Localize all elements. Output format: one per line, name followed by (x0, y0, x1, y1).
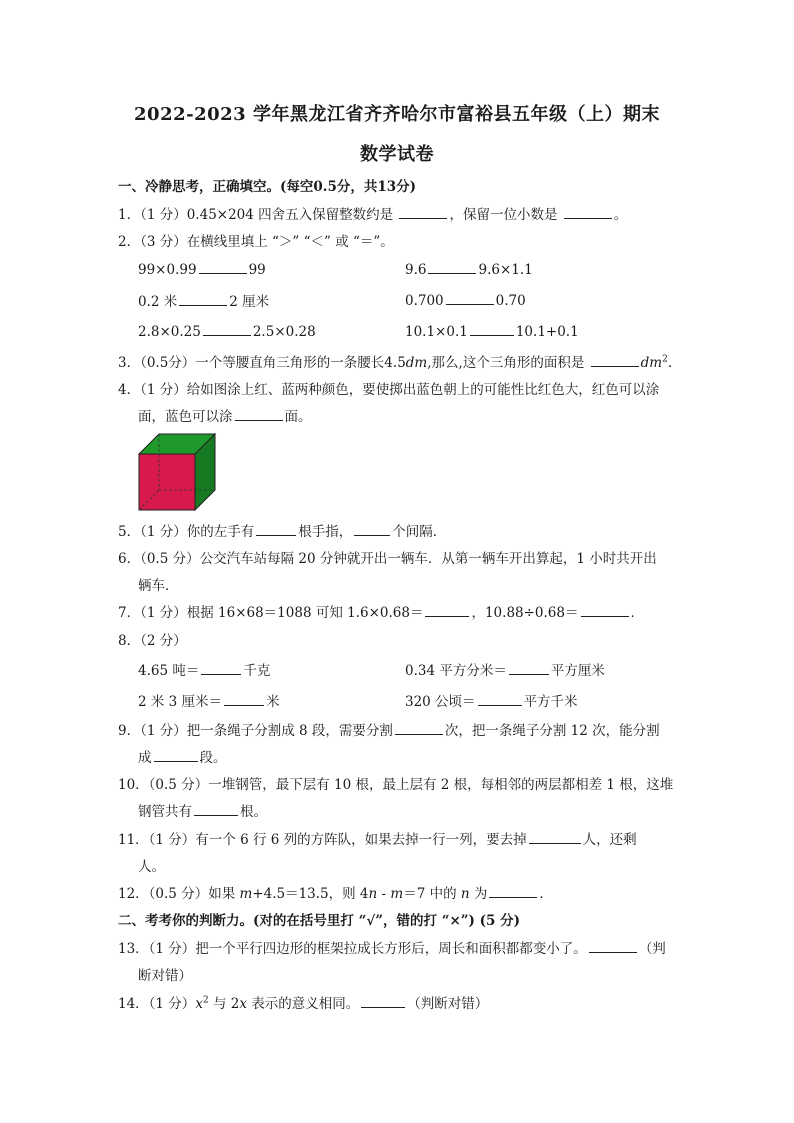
answer-blank[interactable] (581, 602, 629, 617)
q8-convert-1-left: 4.65 吨＝ 千克 (138, 659, 270, 679)
question-9-line2: 成 段。 (138, 746, 227, 766)
answer-blank[interactable] (428, 259, 476, 274)
q2-compare-3-left: 2.8×0.25 2.5×0.28 (138, 321, 316, 340)
question-4-line1: 4．（1 分）给如图涂上红、蓝两种颜色，要使掷出蓝色朝上的可能性比红色大，红色可以涂 (118, 382, 660, 398)
answer-blank[interactable] (354, 521, 390, 536)
answer-blank[interactable] (591, 352, 639, 367)
q2-compare-1-right: 9.6 9.6×1.1 (405, 259, 533, 278)
answer-blank[interactable] (589, 938, 637, 953)
answer-blank[interactable] (194, 801, 238, 816)
question-10-line2: 钢管共有 根。 (138, 800, 267, 820)
q8-convert-2-right: 320 公顷＝ 平方千米 (405, 690, 578, 710)
answer-blank[interactable] (489, 883, 537, 898)
question-2: 2．（3 分）在横线里填上 “＞” “＜” 或 “＝”。 (118, 234, 394, 250)
answer-blank[interactable] (179, 291, 227, 306)
question-11-line1: 11．（1 分）有一个 6 行 6 列的方阵队，如果去掉一行一列，要去掉 人，还剩 (118, 828, 637, 848)
answer-blank[interactable] (399, 204, 447, 219)
question-14: 14．（1 分）$x^2$ 与 2x 表示的意义相同。 （判断对错） (118, 992, 488, 1012)
question-11-line2: 人。 (138, 859, 165, 875)
answer-blank[interactable] (529, 829, 581, 844)
answer-blank[interactable] (478, 691, 522, 706)
answer-blank[interactable] (256, 521, 296, 536)
question-7: 7．（1 分）根据 16×68＝1088 可知 1.6×0.68＝ ，10.88÷0.68＝ ． (118, 601, 644, 621)
question-3: 3．（0.5分）一个等腰直角三角形的一条腰长4.5dm,那么,这个三角形的面积是 $dm^2$. (118, 351, 672, 371)
answer-blank[interactable] (203, 321, 251, 336)
answer-blank[interactable] (395, 720, 443, 735)
question-9-line1: 9．（1 分）把一条绳子分割成 8 段，需要分割 次，把一条绳子分割 12 次，能分割 (118, 719, 660, 739)
answer-blank[interactable] (154, 747, 198, 762)
question-13-line1: 13．（1 分）把一个平行四边形的框架拉成长方形后，周长和面积都都变小了。 （判 (118, 937, 666, 957)
answer-blank[interactable] (199, 259, 247, 274)
answer-blank[interactable] (224, 691, 264, 706)
page-title-line2: 数学试卷 (360, 144, 434, 165)
question-6-line2: 辆车． (138, 578, 179, 594)
q2-compare-3-right: 10.1×0.1 10.1+0.1 (405, 321, 579, 340)
question-4-line2: 面，蓝色可以涂 面。 (138, 405, 312, 425)
question-5: 5．（1 分）你的左手有 根手指， 个间隔． (118, 520, 446, 540)
q8-convert-1-right: 0.34 平方分米＝ 平方厘米 (405, 659, 605, 679)
answer-blank[interactable] (564, 204, 612, 219)
page-title-line1: 2022-2023 学年黑龙江省齐齐哈尔市富裕县五年级（上）期末 (134, 104, 660, 125)
answer-blank[interactable] (361, 993, 405, 1008)
question-13-line2: 断对错） (138, 968, 192, 984)
section2-heading: 二、考考你的判断力。(对的在括号里打 “√”，错的打 “×”) (5 分) (118, 913, 520, 929)
answer-blank[interactable] (509, 660, 549, 675)
question-8: 8．（2 分） (118, 633, 187, 649)
q2-compare-1-left: 99×0.99 99 (138, 259, 266, 278)
answer-blank[interactable] (235, 406, 283, 421)
q2-compare-2-left: 0.2 米 2 厘米 (138, 290, 269, 310)
answer-blank[interactable] (425, 602, 469, 617)
question-12: 12．（0.5 分）如果 m+4.5＝13.5，则 4n - m＝7 中的 n 为 ． (118, 882, 553, 902)
question-6-line1: 6．（0.5 分）公交汽车站每隔 20 分钟就开出一辆车．从第一辆车开出算起，1 小时共开出 (118, 551, 657, 567)
q2-compare-2-right: 0.700 0.70 (405, 290, 526, 309)
question-1: 1．（1 分）0.45×204 四舍五入保留整数约是 ，保留一位小数是 。 (118, 203, 627, 223)
question-10-line1: 10．（0.5 分）一堆钢管，最下层有 10 根，最上层有 2 根，每相邻的两层都相差 1 根，这堆 (118, 777, 674, 793)
cube-figure (137, 432, 217, 512)
answer-blank[interactable] (201, 660, 241, 675)
q8-convert-2-left: 2 米 3 厘米＝ 米 (138, 690, 280, 710)
answer-blank[interactable] (470, 321, 514, 336)
section1-heading: 一、冷静思考，正确填空。(每空0.5分，共13分) (118, 179, 417, 195)
answer-blank[interactable] (446, 290, 494, 305)
